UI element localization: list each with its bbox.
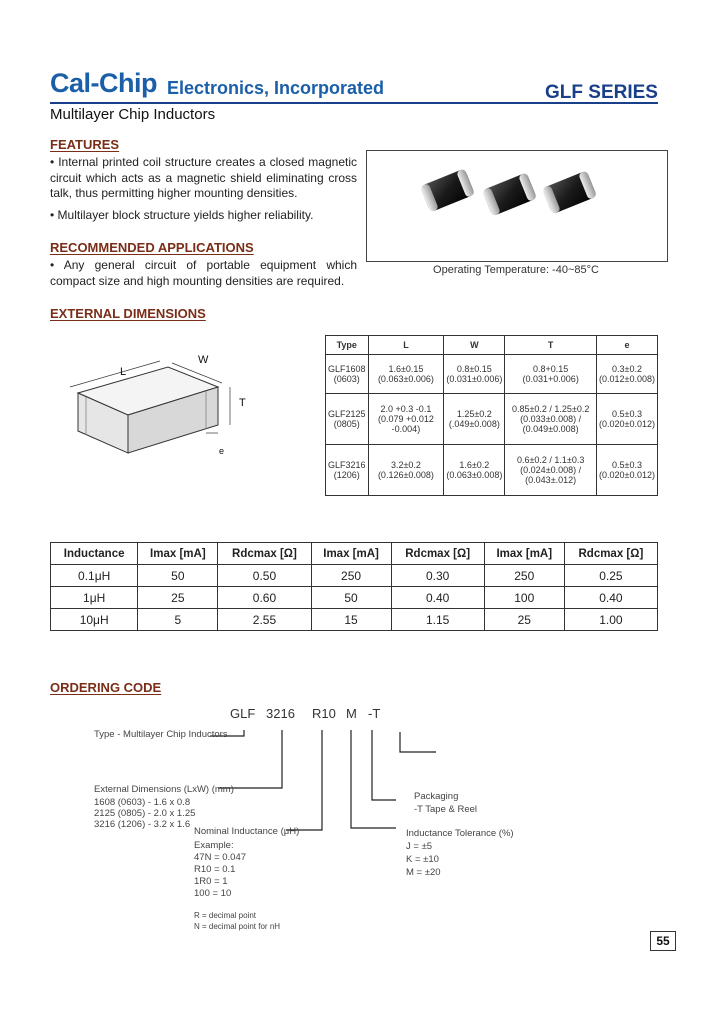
cell-e: 0.3±0.2 bbox=[612, 364, 642, 374]
code-part-packaging: -T bbox=[368, 706, 381, 721]
cell-t-inch: (0.031+0.006) bbox=[522, 374, 579, 384]
cell-t: 0.85±0.2 / 1.25±0.2 bbox=[511, 404, 590, 414]
cell-size: (0805) bbox=[333, 419, 360, 429]
col-imax: Imax [mA] bbox=[138, 543, 218, 565]
cell-type: GLF3216 bbox=[328, 460, 366, 470]
cell-w-inch: (0.031±0.006) bbox=[446, 374, 503, 384]
cell: 250 bbox=[311, 565, 391, 587]
table-row bbox=[326, 355, 658, 394]
cell-t-inch: (0.033±0.008) / (0.049±0.008) bbox=[520, 414, 582, 434]
col-type: Type bbox=[326, 336, 369, 355]
cell-size: (1206) bbox=[333, 470, 360, 480]
dim-label-e: e bbox=[219, 446, 225, 456]
col-rdcmax: Rdcmax [Ω] bbox=[564, 543, 657, 565]
tolerance-label: Inductance Tolerance (%) bbox=[406, 828, 514, 839]
dimensions-heading: EXTERNAL DIMENSIONS bbox=[50, 306, 206, 321]
cell-type: GLF2125 bbox=[328, 409, 366, 419]
col-imax: Imax [mA] bbox=[311, 543, 391, 565]
table-header-row bbox=[51, 543, 658, 565]
cell-l-inch: (0.063±0.006) bbox=[377, 374, 434, 384]
table-row bbox=[51, 587, 658, 609]
application-item-1: • Any general circuit of portable equipment which compact size and high mounting densities are required. bbox=[50, 258, 357, 288]
dimensions-table bbox=[325, 335, 658, 496]
ext-dim-label: External Dimensions (LxW) (mm) bbox=[94, 784, 234, 795]
col-l: L bbox=[368, 336, 444, 355]
cell: 1.00 bbox=[564, 609, 657, 631]
note-line: N = decimal point for nH bbox=[194, 922, 281, 931]
note-line: R = decimal point bbox=[194, 911, 257, 920]
cell: 25 bbox=[138, 587, 218, 609]
header-rule bbox=[50, 102, 658, 104]
cell-e-inch: (0.012±0.008) bbox=[599, 374, 655, 384]
cell-l-inch: (0.079 +0.012 -0.004) bbox=[378, 414, 434, 434]
cell-w: 1.6±0.2 bbox=[459, 460, 490, 470]
page-subtitle: Multilayer Chip Inductors bbox=[50, 106, 216, 123]
cell-e: 0.5±0.3 bbox=[612, 460, 642, 470]
cell: 0.1μH bbox=[51, 565, 138, 587]
cell: 0.30 bbox=[391, 565, 484, 587]
nominal-line: Example: bbox=[194, 840, 234, 851]
cell: 15 bbox=[311, 609, 391, 631]
series-title: GLF SERIES bbox=[545, 82, 658, 103]
col-w: W bbox=[444, 336, 505, 355]
cell: 1.15 bbox=[391, 609, 484, 631]
col-inductance: Inductance bbox=[51, 543, 138, 565]
cell: 0.25 bbox=[564, 565, 657, 587]
col-t: T bbox=[505, 336, 597, 355]
cell-l: 3.2±0.2 bbox=[390, 460, 421, 470]
cell-e-inch: (0.020±0.012) bbox=[599, 470, 655, 480]
cell: 2.55 bbox=[218, 609, 311, 631]
cell-t-inch: (0.024±0.008) / (0.043±.012) bbox=[520, 465, 582, 485]
applications-heading: RECOMMENDED APPLICATIONS bbox=[50, 240, 254, 255]
code-part-inductance: R10 bbox=[312, 706, 336, 721]
packaging-line: -T Tape & Reel bbox=[414, 804, 478, 815]
cell-l-inch: (0.126±0.008) bbox=[377, 470, 434, 480]
dim-label-w: W bbox=[198, 354, 209, 366]
cell: 1μH bbox=[51, 587, 138, 609]
feature-item-2: • Multilayer block structure yields higher reliability. bbox=[50, 208, 314, 222]
operating-temperature: Operating Temperature: -40~85°C bbox=[433, 264, 599, 276]
cell-t: 0.6±0.2 / 1.1±0.3 bbox=[516, 455, 585, 465]
nominal-line: R10 = 0.1 bbox=[194, 864, 236, 875]
nominal-line: 100 = 10 bbox=[194, 888, 232, 899]
ext-dim-line: 1608 (0603) - 1.6 x 0.8 bbox=[94, 797, 191, 808]
cell-w: 1.25±0.2 bbox=[456, 409, 492, 419]
packaging-label: Packaging bbox=[414, 791, 459, 802]
cell-e: 0.5±0.3 bbox=[612, 409, 642, 419]
cell-l: 2.0 +0.3 -0.1 bbox=[380, 404, 432, 414]
cell: 50 bbox=[311, 587, 391, 609]
cell: 250 bbox=[484, 565, 564, 587]
cell-w-inch: (0.063±0.008) bbox=[446, 470, 503, 480]
cell: 0.40 bbox=[391, 587, 484, 609]
table-row bbox=[51, 565, 658, 587]
col-rdcmax: Rdcmax [Ω] bbox=[391, 543, 484, 565]
cell-w-inch: (.049±0.008) bbox=[448, 419, 500, 429]
cell: 25 bbox=[484, 609, 564, 631]
cell: 5 bbox=[138, 609, 218, 631]
tolerance-line: M = ±20 bbox=[406, 867, 441, 878]
col-e: e bbox=[597, 336, 658, 355]
table-header-row bbox=[326, 336, 658, 355]
cell: 0.60 bbox=[218, 587, 311, 609]
cell-l: 1.6±0.15 bbox=[388, 364, 424, 374]
inductance-table bbox=[50, 542, 658, 631]
cell: 10μH bbox=[51, 609, 138, 631]
cell-size: (0603) bbox=[333, 374, 360, 384]
dim-label-l: L bbox=[120, 366, 127, 378]
chip-inductors-image bbox=[367, 151, 667, 261]
features-heading: FEATURES bbox=[50, 137, 120, 152]
brand-subtitle: Electronics, Incorporated bbox=[167, 78, 385, 98]
cell-w: 0.8±0.15 bbox=[456, 364, 492, 374]
col-imax: Imax [mA] bbox=[484, 543, 564, 565]
table-row bbox=[326, 394, 658, 445]
col-rdcmax: Rdcmax [Ω] bbox=[218, 543, 311, 565]
dim-label-t: T bbox=[239, 397, 246, 409]
code-part-size: 3216 bbox=[266, 706, 295, 721]
nominal-label: Nominal Inductance (μH) bbox=[194, 826, 300, 837]
code-part-tolerance: M bbox=[346, 706, 357, 721]
product-photo bbox=[366, 150, 668, 262]
tolerance-line: J = ±5 bbox=[406, 841, 433, 852]
cell: 100 bbox=[484, 587, 564, 609]
feature-item-1: • Internal printed coil structure creates a closed magnetic circuit which acts as a magnetic shield eliminating cross talk, thus permitting higher mounting densities. bbox=[50, 155, 357, 200]
cell-t: 0.8+0.15 bbox=[533, 364, 569, 374]
ext-dim-line: 3216 (1206) - 3.2 x 1.6 bbox=[94, 819, 191, 830]
tolerance-line: K = ±10 bbox=[406, 854, 439, 865]
cell-type: GLF1608 bbox=[328, 364, 366, 374]
page-number: 55 bbox=[650, 931, 676, 951]
code-part-glf: GLF bbox=[230, 706, 256, 721]
brand-logo: Cal-Chip bbox=[50, 68, 157, 98]
table-row bbox=[51, 609, 658, 631]
ext-dim-line: 2125 (0805) - 2.0 x 1.25 bbox=[94, 808, 196, 819]
chip-dimension-drawing bbox=[60, 345, 260, 465]
type-label: Type - Multilayer Chip Inductors bbox=[94, 729, 228, 740]
ordering-heading: ORDERING CODE bbox=[50, 680, 162, 695]
cell: 0.40 bbox=[564, 587, 657, 609]
cell: 0.50 bbox=[218, 565, 311, 587]
cell-e-inch: (0.020±0.012) bbox=[599, 419, 655, 429]
nominal-line: 47N = 0.047 bbox=[194, 852, 247, 863]
table-row bbox=[326, 445, 658, 496]
nominal-line: 1R0 = 1 bbox=[194, 876, 228, 887]
cell: 50 bbox=[138, 565, 218, 587]
